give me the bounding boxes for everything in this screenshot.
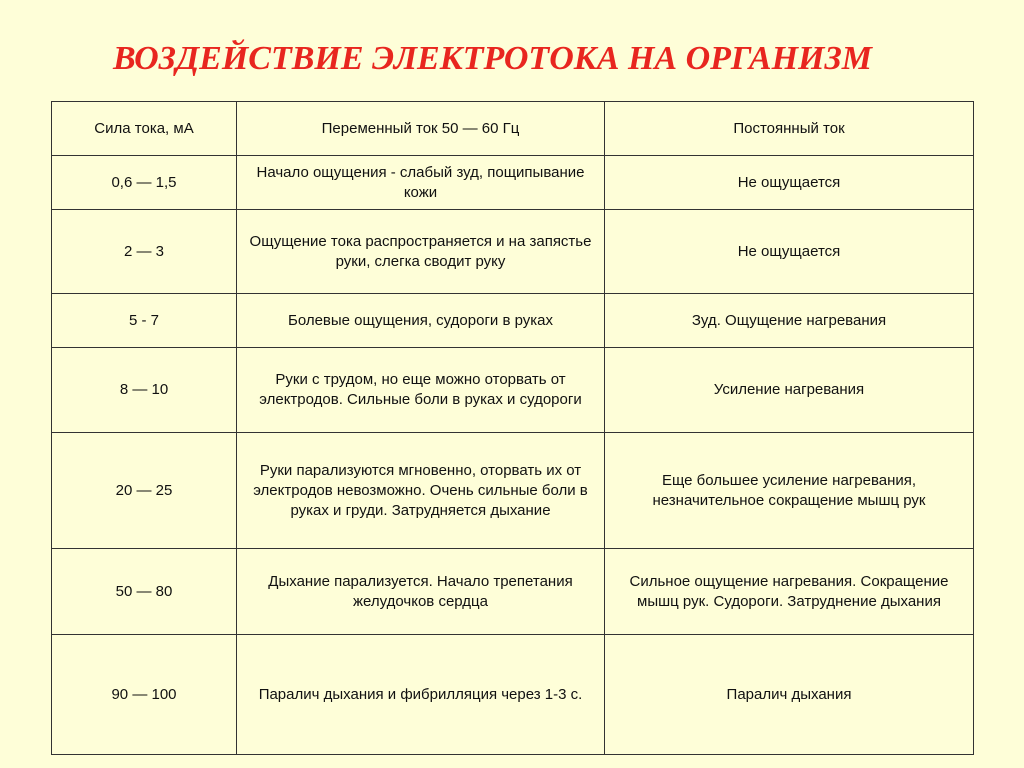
table-row [52,549,974,635]
cell-direct-current: Сильное ощущение нагревания. Сокращение мышц рук. Судороги. Затруднение дыхания [605,549,974,635]
cell-current: 20 — 25 [52,433,237,549]
header-alternating-current: Переменный ток 50 — 60 Гц [237,102,605,156]
header-current: Сила тока, мА [52,102,237,156]
cell-current: 8 — 10 [52,348,237,433]
table-header-row [52,102,974,156]
cell-alternating-current: Руки парализуются мгновенно, оторвать их от электродов невозможно. Очень сильные боли в руках и груди. Затрудняется дыхание [237,433,605,549]
table-row [52,156,974,210]
table-row [52,210,974,294]
cell-alternating-current: Болевые ощущения, судороги в руках [237,294,605,348]
table-row [52,348,974,433]
cell-direct-current: Зуд. Ощущение нагревания [605,294,974,348]
table-row [52,294,974,348]
cell-direct-current: Паралич дыхания [605,635,974,755]
cell-current: 5 - 7 [52,294,237,348]
header-direct-current: Постоянный ток [605,102,974,156]
cell-direct-current: Еще большее усиление нагревания, незначительное сокращение мышц рук [605,433,974,549]
table-row [52,433,974,549]
cell-current: 90 — 100 [52,635,237,755]
cell-alternating-current: Начало ощущения - слабый зуд, пощипывание кожи [237,156,605,210]
page-title: ВОЗДЕЙСТВИЕ ЭЛЕКТРОТОКА НА ОРГАНИЗМ [113,40,873,77]
cell-current: 50 — 80 [52,549,237,635]
cell-direct-current: Не ощущается [605,210,974,294]
cell-alternating-current: Ощущение тока распространяется и на запястье руки, слегка сводит руку [237,210,605,294]
table-row [52,635,974,755]
cell-alternating-current: Дыхание парализуется. Начало трепетания желудочков сердца [237,549,605,635]
cell-alternating-current: Руки с трудом, но еще можно оторвать от электродов. Сильные боли в руках и судороги [237,348,605,433]
cell-current: 2 — 3 [52,210,237,294]
cell-direct-current: Усиление нагревания [605,348,974,433]
effects-table [51,101,974,755]
cell-direct-current: Не ощущается [605,156,974,210]
cell-alternating-current: Паралич дыхания и фибрилляция через 1-3 с. [237,635,605,755]
cell-current: 0,6 — 1,5 [52,156,237,210]
